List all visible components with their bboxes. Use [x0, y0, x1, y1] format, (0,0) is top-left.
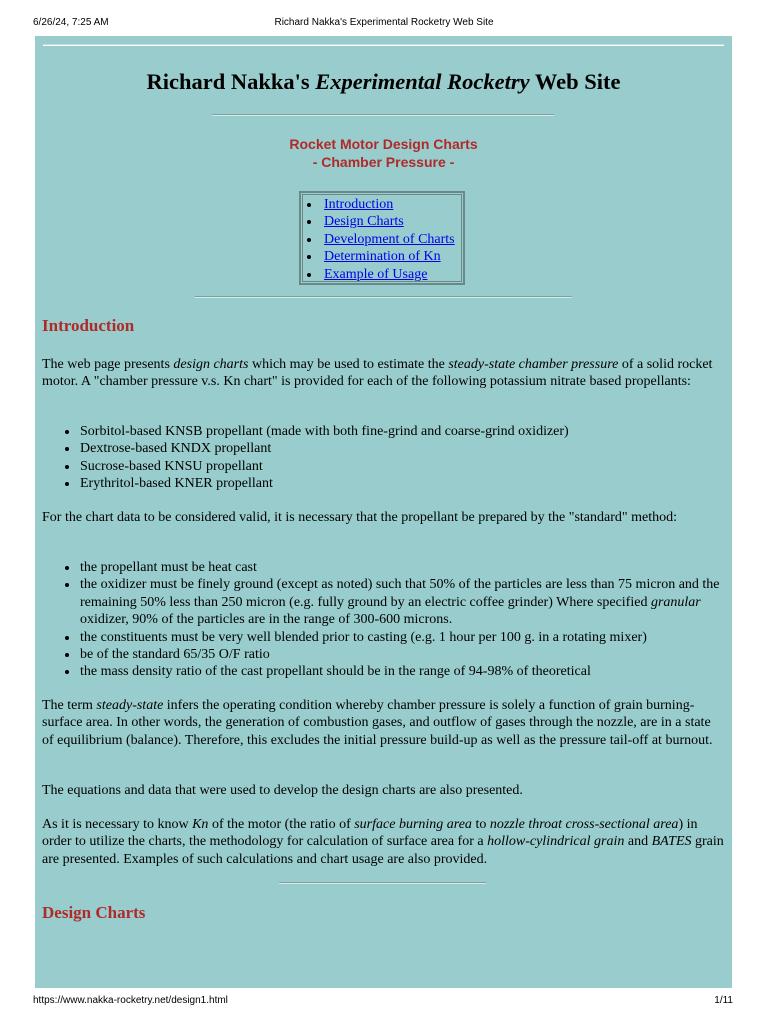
toc-link-design-charts[interactable]: Design Charts [324, 214, 404, 230]
page-subtitle [35, 135, 732, 171]
list-item: the oxidizer must be finely ground (except as noted) such that 50% of the particles are less than 75 micron and the remaining 50% less than 250 micron (e.g. fully ground by an electric coffee grinder) Where specified granular oxidizer, 90% of the particles are in the range of 300-600 microns. [42, 576, 724, 628]
print-header [0, 16, 768, 32]
list-item: Sorbitol-based KNSB propellant (made with both fine-grind and coarse-grind oxidizer) [42, 423, 724, 440]
toc-item [303, 248, 461, 265]
toc-item [303, 213, 461, 230]
subtitle-line-2: - Chamber Pressure - [312, 154, 455, 170]
divider [212, 114, 554, 116]
toc-link-introduction[interactable]: Introduction [324, 197, 394, 212]
propellant-list [42, 423, 724, 493]
print-page-title: Richard Nakka's Experimental Rocketry Web Site [274, 17, 494, 28]
divider [195, 296, 572, 298]
top-divider [43, 44, 724, 46]
print-footer [0, 994, 768, 1010]
print-datetime: 6/26/24, 7:25 AM [33, 17, 109, 28]
list-item: Sucrose-based KNSU propellant [42, 458, 724, 475]
section-heading-design-charts: Design Charts [42, 903, 146, 922]
divider [279, 882, 486, 884]
site-title: Richard Nakka's Experimental Rocketry Web Site [146, 69, 621, 94]
list-item: Dextrose-based KNDX propellant [42, 440, 724, 457]
requirements-list [42, 559, 724, 681]
intro-paragraph-5: As it is necessary to know Kn of the motor (the ratio of surface burning area to nozzle throat cross-sectional area) in order to utilize the charts, the methodology for calculation of surface area for a hollow-cylindrical grain and BATES grain are presented. Examples of such calculations and chart usage are also provided. [42, 817, 724, 867]
toc-link-example-of-usage[interactable]: Example of Usage [324, 266, 428, 282]
subtitle-line-1: Rocket Motor Design Charts [289, 136, 478, 152]
toc-link-development-of-charts[interactable]: Development of Charts [324, 231, 455, 247]
toc-item [303, 266, 461, 283]
list-item: Erythritol-based KNER propellant [42, 475, 724, 492]
list-item: the mass density ratio of the cast propellant should be in the range of 94-98% of theoretical [42, 663, 724, 680]
intro-paragraph-3: The term steady-state infers the operating condition whereby chamber pressure is solely a function of grain burning-surface area. In other words, the generation of combustion gases, and outflow of gases through the nozzle, are in a state of equilibrium (balance). Therefore, this excludes the initial pressure build-up as well as the pressure tail-off at burnout. [42, 698, 713, 748]
intro-paragraph-1: The web page presents design charts which may be used to estimate the steady-state chamber pressure of a solid rocket motor. A "chamber pressure v.s. Kn chart" is provided for each of the following potassium nitrate based propellants: [42, 357, 713, 390]
print-page-indicator: 1/11 [714, 995, 733, 1006]
intro-paragraph-4: The equations and data that were used to develop the design charts are also presented. [42, 783, 523, 798]
list-item: be of the standard 65/35 O/F ratio [42, 646, 724, 663]
toc-link-determination-of-kn[interactable]: Determination of Kn [324, 249, 441, 265]
section-heading-introduction: Introduction [42, 316, 135, 335]
list-item: the constituents must be very well blended prior to casting (e.g. 1 hour per 100 g. in a rotating mixer) [42, 629, 724, 646]
intro-paragraph-2: For the chart data to be considered valid, it is necessary that the propellant be prepared by the "standard" method: [42, 510, 677, 525]
web-page [35, 36, 732, 988]
toc-item [303, 231, 461, 248]
toc-item [303, 196, 461, 213]
print-url: https://www.nakka-rocketry.net/design1.html [33, 995, 228, 1006]
table-of-contents [299, 191, 465, 285]
list-item: the propellant must be heat cast [42, 559, 724, 576]
